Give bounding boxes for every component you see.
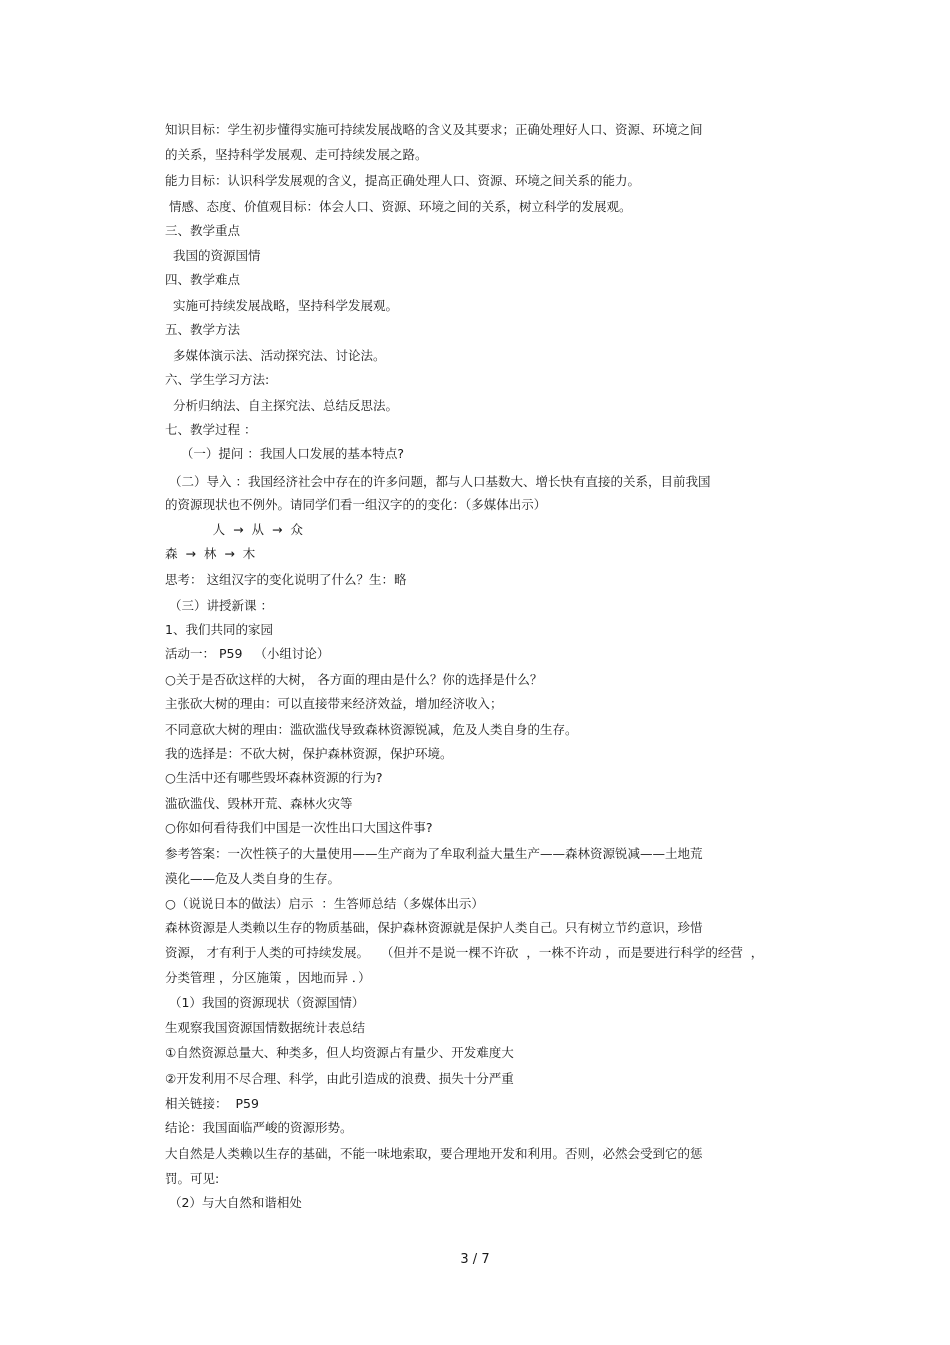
page-number: 3 / 7 (460, 1252, 490, 1267)
text-line: ○关于是否砍这样的大树， 各方面的理由是什么？你的选择是什么？ (165, 672, 543, 687)
text-line: 1、我们共同的家园 (165, 622, 273, 637)
text-line: 漠化——危及人类自身的生存。 (165, 871, 341, 886)
text-line: 七、教学过程 ： (165, 422, 257, 437)
text-line: 森 → 林 → 木 (165, 546, 256, 561)
text-line: 相关链接： P59 (165, 1096, 259, 1111)
text-line: 三、教学重点 (165, 223, 241, 238)
text-line: 思考： 这组汉字的变化说明了什么？生：略 (165, 572, 407, 587)
text-line: （二）导入 ：我国经济社会中存在的许多问题，都与人口基数大、增长快有直接的关系，目前我国 (165, 474, 711, 489)
text-line: 情感、态度、价值观目标：体会人口、资源、环境之间的关系，树立科学的发展观。 (165, 199, 632, 214)
text-line: （1）我国的资源现状（资源国情） (165, 995, 365, 1010)
text-line: 的资源现状也不例外。请同学们看一组汉字的的变化：（多媒体出示） (165, 497, 547, 512)
text-line: 滥砍滥伐、毁林开荒、森林火灾等 (165, 796, 353, 811)
text-line: ①自然资源总量大、种类多，但人均资源占有量少、开发难度大 (165, 1045, 514, 1060)
text-line: 的关系，坚持科学发展观、走可持续发展之路。 (165, 147, 428, 162)
text-line: 罚。可见: (165, 1171, 220, 1186)
text-line: 资源， 才有利于人类的可持续发展。 （但并不是说一棵不许砍 ，一株不许动 ，而是要进行科学的经营 ， (165, 945, 764, 960)
text-line: 知识目标：学生初步懂得实施可持续发展战略的含义及其要求；正确处理好人口、资源、环境之间 (165, 122, 703, 137)
text-line: 森林资源是人类赖以生存的物质基础，保护森林资源就是保护人类自己。只有树立节约意识，珍惜 (165, 920, 703, 935)
text-line: 多媒体演示法、活动探究法、讨论法。 (165, 348, 386, 363)
text-line: 不同意砍大树的理由：滥砍滥伐导致森林资源锐减，危及人类自身的生存。 (165, 722, 578, 737)
text-line: （2）与大自然和谐相处 (165, 1195, 302, 1210)
text-line: 五、教学方法 (165, 322, 241, 337)
text-line: （三）讲授新课 ： (165, 598, 273, 613)
text-line: （一）提问 ：我国人口发展的基本特点? (165, 446, 405, 461)
text-line: 能力目标：认识科学发展观的含义，提高正确处理人口、资源、环境之间关系的能力。 (165, 173, 641, 188)
text-line: 活动一： P59 （小组讨论） (165, 646, 330, 661)
text-line: 六、学生学习方法: (165, 372, 270, 387)
text-line: 生观察我国资源国情数据统计表总结 (165, 1020, 366, 1035)
text-line: 结论：我国面临严峻的资源形势。 (165, 1120, 353, 1135)
text-line: 实施可持续发展战略，坚持科学发展观。 (165, 298, 398, 313)
text-line: 四、教学难点 (165, 272, 241, 287)
text-line: 我的选择是：不砍大树，保护森林资源，保护环境。 (165, 746, 453, 761)
text-line: ②开发利用不尽合理、科学，由此引造成的浪费、损失十分严重 (165, 1071, 514, 1086)
text-line: 人 → 从 → 众 (165, 522, 303, 537)
text-line: 分类管理 ，分区施策 ，因地而异 ．） (165, 970, 371, 985)
text-line: ○你如何看待我们中国是一次性出口大国这件事? (165, 820, 433, 835)
text-line: 分析归纳法、自主探究法、总结反思法。 (165, 398, 398, 413)
text-line: 主张砍大树的理由：可以直接带来经济效益，增加经济收入； (165, 696, 503, 711)
text-line: ○生活中还有哪些毁坏森林资源的行为? (165, 770, 383, 785)
text-line: 大自然是人类赖以生存的基础，不能一味地索取，要合理地开发和利用。否则，必然会受到它的惩 (165, 1146, 703, 1161)
text-line: 参考答案：一次性筷子的大量使用——生产商为了牟取利益大量生产——森林资源锐减——土地荒 (165, 846, 703, 861)
text-line: 我国的资源国情 (165, 248, 261, 263)
text-line: ○（说说日本的做法）启示 ：生答师总结（多媒体出示） (165, 896, 484, 911)
